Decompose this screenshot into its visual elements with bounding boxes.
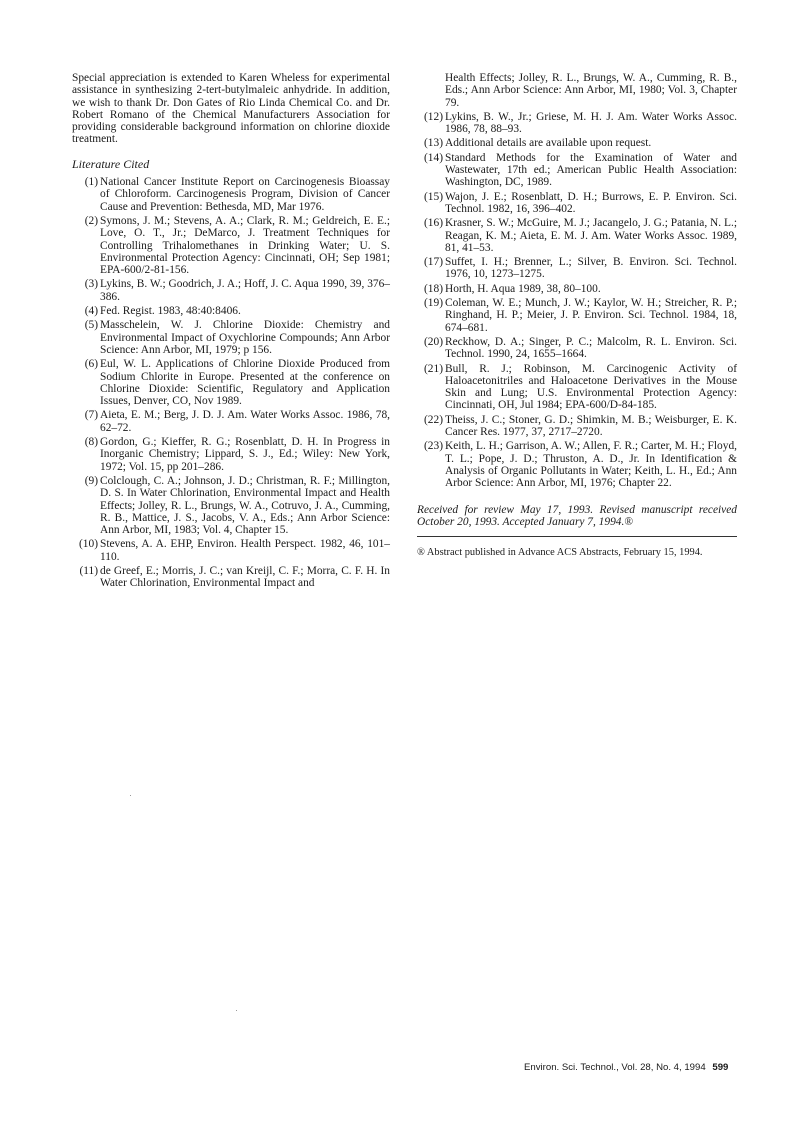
- reference-text: National Cancer Institute Report on Carcinogenesis Bioassay of Chloroform. Carcinogenesis Program, Division of Cancer Cause and Prevention: Bethesda, MD, Mar 1976.: [100, 176, 390, 213]
- reference-item: [417, 283, 737, 295]
- reference-number: (14): [424, 151, 443, 164]
- reference-item: [417, 137, 737, 149]
- reference-item: [72, 436, 390, 473]
- reference-number: (17): [424, 256, 443, 269]
- scan-speck: [130, 795, 131, 796]
- reference-number: (5): [84, 319, 98, 332]
- reference-item: [72, 475, 390, 536]
- reference-text: Lykins, B. W., Jr.; Griese, M. H. J. Am. Water Works Assoc. 1986, 78, 88–93.: [445, 110, 737, 136]
- reference-text: Fed. Regist. 1983, 48:40:8406.: [100, 305, 241, 318]
- reference-number: (7): [84, 409, 98, 422]
- reference-number: (13): [424, 137, 443, 150]
- reference-number: (8): [84, 436, 98, 449]
- reference-number: (2): [84, 214, 98, 227]
- reference-number: (19): [424, 297, 443, 310]
- reference-number: (6): [84, 358, 98, 371]
- reference-number: (1): [84, 176, 98, 189]
- reference-text: Suffet, I. H.; Brenner, L.; Silver, B. Environ. Sci. Technol. 1976, 10, 1273–1275.: [445, 256, 737, 281]
- reference-item: [72, 305, 390, 317]
- reference-number: (11): [79, 564, 98, 577]
- reference-text: Coleman, W. E.; Munch, J. W.; Kaylor, W. H.; Streicher, R. P.; Ringhand, H. P.; Meier, J. P. Environ. Sci. Technol. 1984, 18, 674–681.: [445, 297, 737, 334]
- reference-text: Gordon, G.; Kieffer, R. G.; Rosenblatt, D. H. In Progress in Inorganic Chemistry; Lippard, S. J., Ed.; Wiley: New York, 1972; Vol. 15, pp 201–286.: [100, 436, 390, 473]
- reference-item: [417, 217, 737, 254]
- reference-item: [72, 176, 390, 213]
- reference-number: (3): [84, 278, 98, 291]
- reference-item: [417, 297, 737, 334]
- reference-text: Lykins, B. W.; Goodrich, J. A.; Hoff, J. C. Aqua 1990, 39, 376–386.: [100, 278, 390, 303]
- acknowledgment-paragraph: Special appreciation is extended to Karen Wheless for experimental assistance in synthesizing 2-tert-butylmaleic anhydride. In addition, we wish to thank Dr. Don Gates of Rio Linda Chemical Co. and Dr. Robert Romano of the Chemical Manufacturers Association for providing considerable background information on chlorine dioxide treatment.: [72, 72, 390, 146]
- reference-item: [417, 336, 737, 361]
- reference-number: (12): [424, 110, 443, 123]
- reference-item: [417, 191, 737, 216]
- literature-cited-heading: Literature Cited: [72, 156, 150, 171]
- reference-item: [72, 409, 390, 434]
- reference-text: Bull, R. J.; Robinson, M. Carcinogenic Activity of Haloacetonitriles and Haloacetone Derivatives in the Mouse Skin and Lung; U.S. Environmental Protection Agency: Cincinnati, OH, Jul 1984; EPA-600/D-84-185.: [445, 362, 737, 412]
- reference-item: [417, 152, 737, 189]
- reference-text: de Greef, E.; Morris, J. C.; van Kreijl, C. F.; Morra, C. F. H. In Water Chlorination, Environmental Impact and: [100, 564, 390, 590]
- reference-text: Horth, H. Aqua 1989, 38, 80–100.: [445, 282, 601, 295]
- reference-number: (20): [424, 335, 443, 348]
- right-column: [417, 72, 737, 569]
- reference-number: (15): [424, 190, 443, 203]
- received-dates: Received for review May 17, 1993. Revised manuscript received October 20, 1993. Accepted January 7, 1994.®: [417, 503, 737, 528]
- reference-item: [72, 319, 390, 356]
- reference-item: [417, 111, 737, 136]
- scan-speck: [236, 1010, 237, 1011]
- reference-text: Masschelein, W. J. Chlorine Dioxide: Chemistry and Environmental Impact of Oxychlorine Compounds; Ann Arbor Science: Ann Arbor, MI, 1979; p 156.: [100, 319, 390, 356]
- left-column: [72, 72, 390, 592]
- reference-number: (22): [424, 413, 443, 426]
- footnote-rule: [417, 536, 737, 537]
- reference-item: [417, 363, 737, 412]
- reference-text: Eul, W. L. Applications of Chlorine Dioxide Produced from Sodium Chlorite in Europe. Presented at the conference on Chlorine Dioxide: Scientific, Regulatory and Application Issues, Denver, CO, Nov 1989.: [100, 358, 390, 408]
- reference-item: [72, 565, 390, 590]
- reference-list-right: [417, 72, 737, 490]
- reference-text: Colclough, C. A.; Johnson, J. D.; Christman, R. F.; Millington, D. S. In Water Chlorination, Environmental Impact and Health Effects; Jolley, R. L., Brungs, W. A., Cotruvo, J. A., Cumming, R. B., Mattice, J. S., Jacobs, V. A., Eds.; Ann Arbor Science: Ann Arbor, MI, 1983; Vol. 4, Chapter 15.: [100, 474, 390, 537]
- reference-number: (4): [84, 305, 98, 318]
- reference-number: (18): [424, 282, 443, 295]
- reference-continuation: Health Effects; Jolley, R. L., Brungs, W. A., Cumming, R. B., Eds.; Ann Arbor Science: Ann Arbor, MI, 1980; Vol. 3, Chapter 79.: [445, 72, 737, 109]
- reference-number: (16): [424, 217, 443, 230]
- abstract-footnote: ® Abstract published in Advance ACS Abstracts, February 15, 1994.: [417, 547, 703, 559]
- reference-text: Keith, L. H.; Garrison, A. W.; Allen, F. R.; Carter, M. H.; Floyd, T. L.; Pope, J. D.; Thruston, A. D., Jr. In Identification & Analysis of Organic Pollutants in Water; Keith, L. H., Ed.; Ann Arbor Science: Ann Arbor, MI, 1976; Chapter 22.: [445, 440, 737, 490]
- reference-item: [417, 414, 737, 439]
- reference-text: Wajon, J. E.; Rosenblatt, D. H.; Burrows, E. P. Environ. Sci. Technol. 1982, 16, 396–402.: [445, 190, 737, 215]
- reference-text: Standard Methods for the Examination of Water and Wastewater, 17th ed.; American Public Health Association: Washington, DC, 1989.: [445, 151, 737, 189]
- reference-text: Theiss, J. C.; Stoner, G. D.; Shimkin, M. B.; Weisburger, E. K. Cancer Res. 1977, 37, 2717–2720.: [445, 413, 737, 439]
- reference-text: Reckhow, D. A.; Singer, P. C.; Malcolm, R. L. Environ. Sci. Technol. 1990, 24, 1655–1664.: [445, 335, 737, 361]
- reference-number: (21): [424, 362, 443, 375]
- reference-item: [72, 538, 390, 563]
- reference-text: Krasner, S. W.; McGuire, M. J.; Jacangelo, J. G.; Patania, N. L.; Reagan, K. M.; Aieta, E. M. J. Am. Water Works Assoc. 1989, 81, 41–53.: [445, 217, 737, 254]
- reference-text: Additional details are available upon request.: [445, 137, 652, 150]
- reference-number: (23): [424, 440, 443, 453]
- reference-number: (9): [84, 474, 98, 487]
- reference-list-left: [72, 176, 390, 590]
- page-footer: [524, 1062, 728, 1073]
- reference-text: Aieta, E. M.; Berg, J. D. J. Am. Water Works Assoc. 1986, 78, 62–72.: [100, 409, 390, 434]
- reference-item: [72, 215, 390, 276]
- reference-item: [417, 256, 737, 281]
- reference-item: [72, 278, 390, 303]
- page-number: 599: [712, 1062, 729, 1073]
- reference-item: [72, 358, 390, 407]
- reference-text: Stevens, A. A. EHP, Environ. Health Perspect. 1982, 46, 101–110.: [100, 538, 390, 563]
- reference-text: Symons, J. M.; Stevens, A. A.; Clark, R. M.; Geldreich, E. E.; Love, O. T., Jr.; DeMarco, J. Treatment Techniques for Controlling Trihalomethanes in Drinking Water; U. S. Environmental Protection Agency: Cincinnati, OH; Sep 1981; EPA-600/2-81-156.: [100, 214, 390, 277]
- reference-item: [417, 440, 737, 489]
- journal-citation: Environ. Sci. Technol., Vol. 28, No. 4, 1994: [524, 1062, 706, 1073]
- reference-number: (10): [79, 538, 98, 551]
